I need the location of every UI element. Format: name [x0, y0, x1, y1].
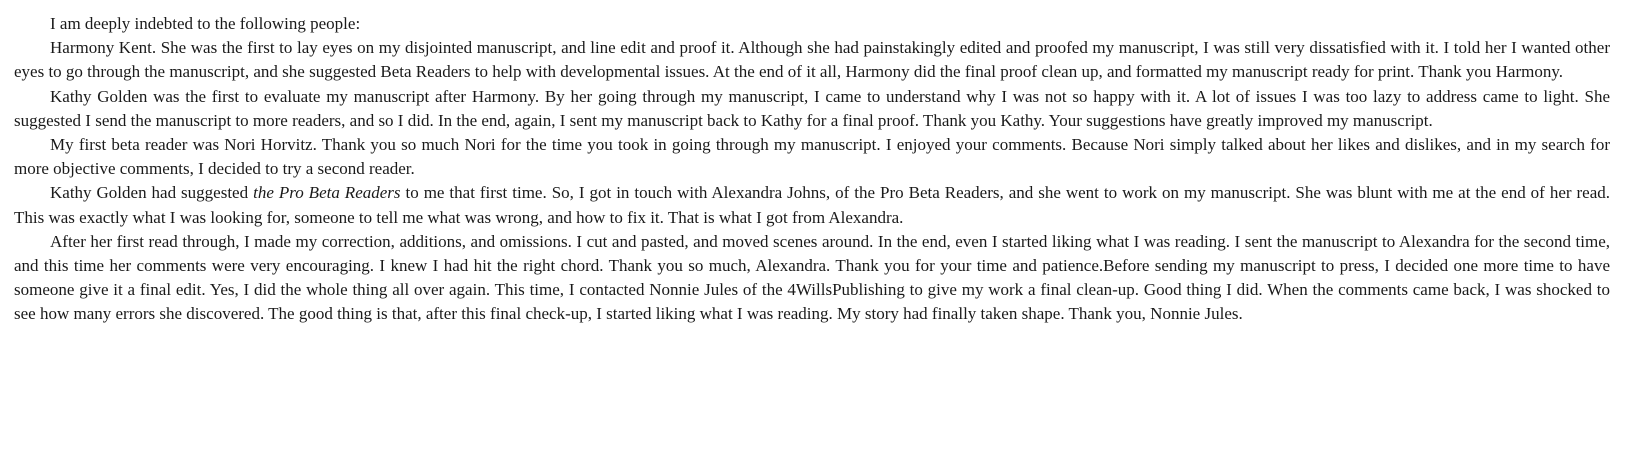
- kathy-paragraph: [14, 85, 1610, 133]
- alexandra-paragraph: [14, 181, 1610, 229]
- harmony-paragraph: [14, 36, 1610, 84]
- nonnie-paragraph: [14, 230, 1610, 327]
- nori-text: My first beta reader was Nori Horvitz. Thank you so much Nori for the time you took in going through my manuscript. I enjoyed your comments. Because Nori simply talked about her likes and dislikes, and in my search for more objective comments, I decided to try a second reader.: [14, 135, 1610, 179]
- alexandra-text-end: to me that first time. So, I got in touch with Alexandra Johns, of the Pro Beta Readers, and she went to work on my manuscript. She was blunt with me at the end of her read. This was exactly what I was looking for, someone to tell me what was wrong, and how to fix it. That is what I got from Alexandra.: [14, 183, 1610, 227]
- nonnie-text: After her first read through, I made my correction, additions, and omissions. I cut and pasted, and moved scenes around. In the end, even I started liking what I was reading. I sent the manuscript to Alexandra for the second time, and this time her comments were very encouraging. I knew I had hit the right chord. Thank you so much, Alexandra. Thank you for your time and patience.Before sending my manuscript to press, I decided one more time to have someone give it a final edit. Yes, I did the whole thing all over again. This time, I contacted Nonnie Jules of the 4WillsPublishing to give my work a final clean-up. Good thing I did. When the comments came back, I was shocked to see how many errors she discovered. The good thing is that, after this final check-up, I started liking what I was reading. My story had finally taken shape. Thank you, Nonnie Jules.: [14, 231, 1610, 324]
- nori-paragraph: [14, 133, 1610, 181]
- kathy-text: Kathy Golden was the first to evaluate my manuscript after Harmony. By her going through my manuscript, I came to understand why I was not so happy with it. A lot of issues I was too lazy to address came to light. She suggested I send the manuscript to more readers, and so I did. In the end, again, I sent my manuscript back to Kathy for a final proof. Thank you Kathy. Your suggestions have greatly improved my manuscript.: [14, 86, 1610, 130]
- pro-beta-readers-italic: the Pro Beta Readers: [253, 183, 401, 203]
- alexandra-text-start: Kathy Golden had suggested: [50, 183, 254, 203]
- acknowledgements-text: [14, 12, 1610, 327]
- harmony-text: Harmony Kent. She was the first to lay eyes on my disjointed manuscript, and line edit and proof it. Although she had painstakingly edited and proofed my manuscript, I was still very dissatisfied with it. I told her I wanted other eyes to go through the manuscript, and she suggested Beta Readers to help with developmental issues. At the end of it all, Harmony did the final proof clean up, and formatted my manuscript ready for print. Thank you Harmony.: [14, 38, 1610, 82]
- intro-paragraph: [14, 12, 1610, 36]
- intro-text: I am deeply indebted to the following people:: [50, 14, 361, 33]
